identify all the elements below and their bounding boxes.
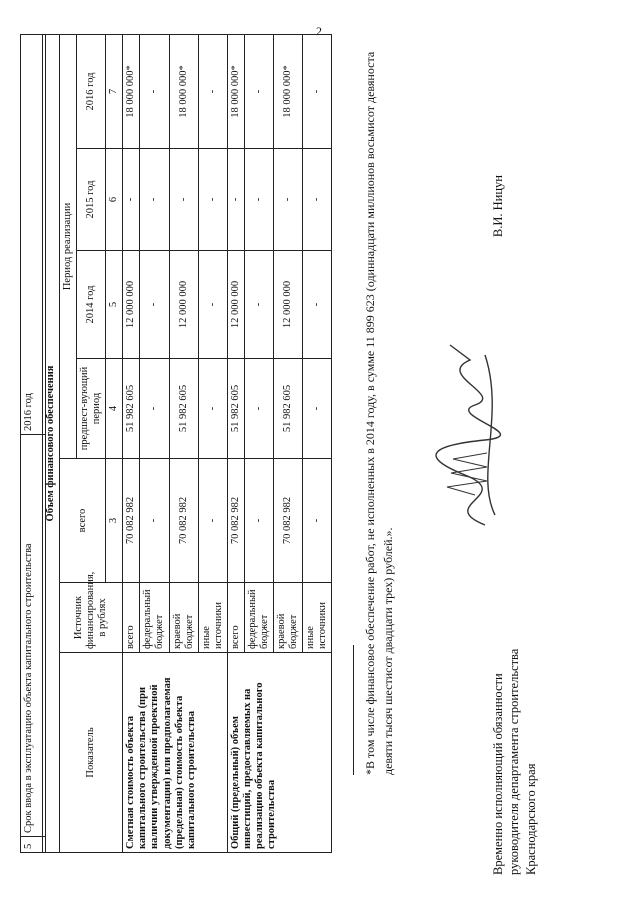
footnote-rule	[353, 645, 354, 775]
y2014-cell: -	[140, 251, 169, 359]
source-cell: краевой бюджет	[273, 583, 302, 653]
col-num: 6	[106, 149, 123, 251]
indicator-cell: Сметная стоимость объекта капитального строительства (при наличии утвержденной проектной документации) или предполагаемая (предельная) стоимость объекта капитального строительства	[123, 653, 227, 853]
y2016-cell: -	[198, 34, 227, 148]
total-cell: -	[244, 459, 273, 583]
source-cell: всего	[123, 583, 140, 653]
header-2014: 2014 год	[77, 251, 106, 359]
header-source: Источник финансирования, в рублях	[60, 583, 123, 653]
y2015-cell: -	[198, 149, 227, 251]
prev-cell: 51 982 605	[273, 359, 302, 459]
total-cell: -	[140, 459, 169, 583]
y2015-cell: -	[169, 149, 198, 251]
signer-position-line3: Краснодарского края	[523, 763, 538, 875]
table-row	[227, 34, 244, 852]
y2015-cell: -	[227, 149, 244, 251]
y2014-cell: -	[198, 251, 227, 359]
y2015-cell: -	[123, 149, 140, 251]
y2016-cell: -	[303, 34, 332, 148]
y2014-cell: -	[303, 251, 332, 359]
prev-cell: 51 982 605	[169, 359, 198, 459]
footnote	[361, 35, 397, 775]
prev-cell: 51 982 605	[227, 359, 244, 459]
y2015-cell: -	[303, 149, 332, 251]
source-cell: иные источники	[198, 583, 227, 653]
header-2016: 2016 год	[77, 34, 106, 148]
total-cell: 70 082 982	[273, 459, 302, 583]
signer-name: В.И. Ницун	[491, 175, 505, 238]
row-number: 5	[21, 837, 46, 853]
source-cell: всего	[227, 583, 244, 653]
source-cell: краевой бюджет	[169, 583, 198, 653]
footnote-text: *В том числе финансовое обеспечение работ, не исполненных в 2014 году, в сумме 11 899 623 (одиннадцати миллионов восьмисот девяноста девяти тысяч шестисот двадцати трех) рублей.».	[363, 51, 395, 775]
rotated-page-content	[20, 45, 620, 875]
y2014-cell: 12 000 000	[123, 251, 140, 359]
signer-position-line2: руководителя департамента строительства	[507, 648, 522, 875]
row-label: Срок ввода в эксплуатацию объекта капитального строительства	[21, 435, 46, 837]
col-num: 5	[106, 251, 123, 359]
total-cell: 70 082 982	[123, 459, 140, 583]
row-value: 2016 год	[21, 35, 46, 435]
header-prev: предшест-вующий период	[77, 359, 106, 459]
source-cell: иные источники	[303, 583, 332, 653]
signature-block	[490, 175, 539, 875]
prev-cell: 51 982 605	[123, 359, 140, 459]
y2016-cell: 18 000 000*	[273, 34, 302, 148]
y2014-cell: 12 000 000	[227, 251, 244, 359]
y2014-cell: -	[244, 251, 273, 359]
y2016-cell: -	[140, 34, 169, 148]
total-cell: 70 082 982	[169, 459, 198, 583]
y2015-cell: -	[273, 149, 302, 251]
y2014-cell: 12 000 000	[169, 251, 198, 359]
y2015-cell: -	[140, 149, 169, 251]
y2016-cell: 18 000 000*	[123, 34, 140, 148]
header-period: Период реализации	[60, 34, 77, 458]
total-cell: -	[303, 459, 332, 583]
y2016-cell: -	[244, 34, 273, 148]
y2016-cell: 18 000 000*	[169, 34, 198, 148]
header-total: всего	[60, 459, 106, 583]
y2015-cell: -	[244, 149, 273, 251]
total-cell: -	[198, 459, 227, 583]
y2014-cell: 12 000 000	[273, 251, 302, 359]
total-cell: 70 082 982	[227, 459, 244, 583]
col-num: 7	[106, 34, 123, 148]
header-indicator: Показатель	[60, 653, 123, 853]
header-2015: 2015 год	[77, 149, 106, 251]
y2016-cell: 18 000 000*	[227, 34, 244, 148]
prev-cell: -	[303, 359, 332, 459]
prev-cell: -	[140, 359, 169, 459]
table-row	[123, 34, 140, 852]
indicator-cell: Общий (предельный) объем инвестиций, предоставляемых на реализацию объекта капитального строительства	[227, 653, 331, 853]
page-number: 2	[316, 24, 322, 38]
prev-cell: -	[244, 359, 273, 459]
table-title: Объем финансового обеспечения	[43, 34, 60, 852]
prev-cell: -	[198, 359, 227, 459]
col-num: 4	[106, 359, 123, 459]
finance-table	[42, 34, 332, 853]
signer-position-line1: Временно исполняющий обязанности	[491, 673, 505, 875]
source-cell: федеральный бюджет	[140, 583, 169, 653]
source-cell: федеральный бюджет	[244, 583, 273, 653]
col-num: 3	[106, 459, 123, 583]
